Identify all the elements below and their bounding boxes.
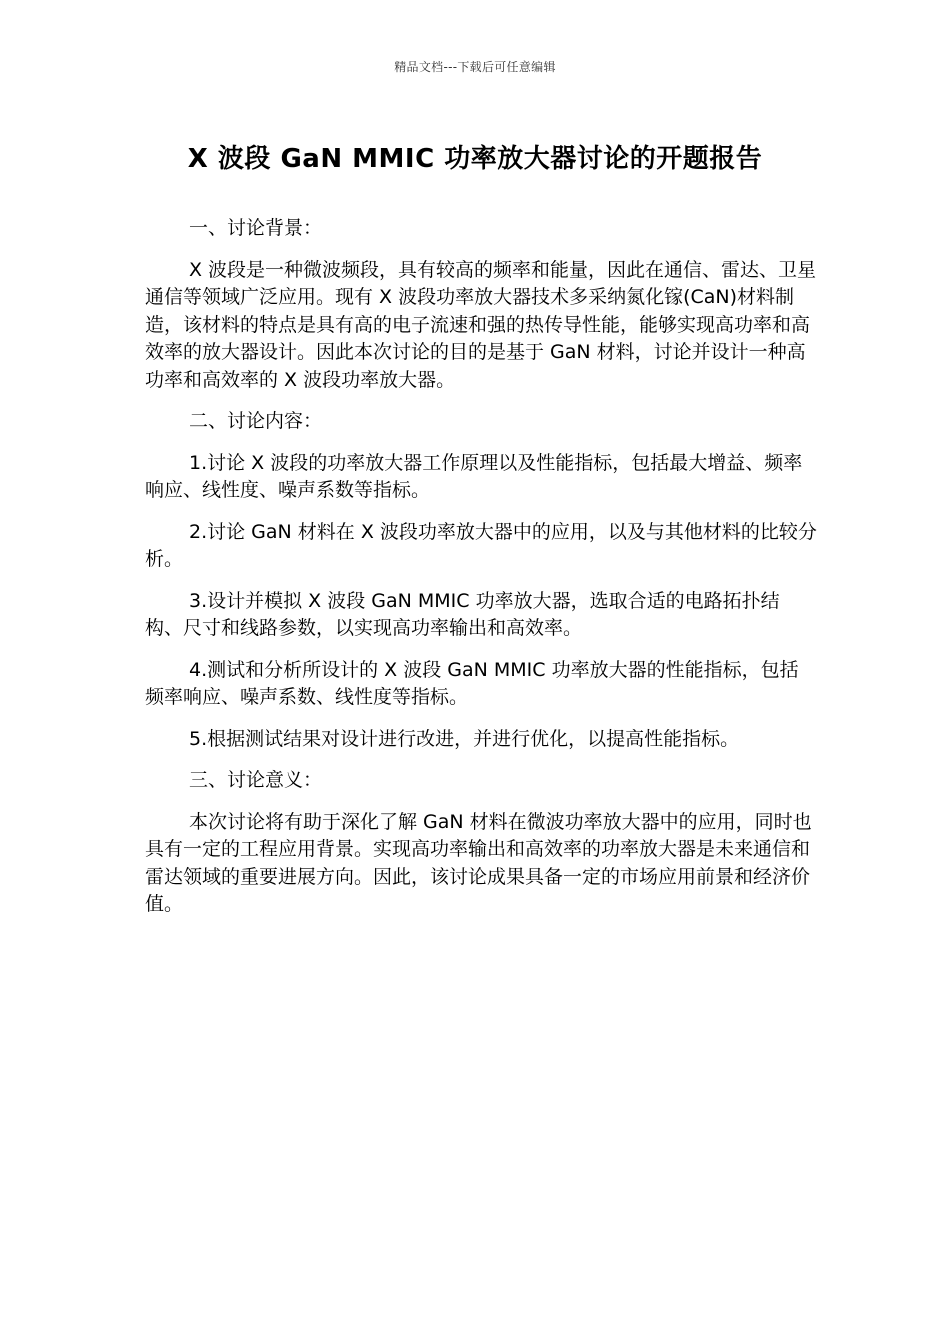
section-heading-background: 一、讨论背景： — [189, 217, 323, 239]
paragraph-background: X 波段是一种微波频段，具有较高的频率和能量，因此在通信、雷达、卫星通信等领域广泛应用。现有 X 波段功率放大器技术多采纳氮化镓(CaN)材料制造，该材料的特点是具有高的电子流速和强的热传导性能，能够实现高功率和高效率的放大器设计。因此本次讨论的目的是基于 GaN 材料，讨论并设计一种高功率和高效率的 X 波段功率放大器。 — [145, 258, 817, 391]
document-body — [145, 215, 817, 933]
header-note: 精品文档---下载后可任意编辑 — [394, 60, 556, 74]
paragraph-content-4: 4.测试和分析所设计的 X 波段 GaN MMIC 功率放大器的性能指标，包括频率响应、噪声系数、线性度等指标。 — [145, 658, 799, 708]
document-title: X 波段 GaN MMIC 功率放大器讨论的开题报告 — [187, 144, 763, 174]
paragraph-significance: 本次讨论将有助于深化了解 GaN 材料在微波功率放大器中的应用，同时也具有一定的工程应用背景。实现高功率输出和高效率的功率放大器是未来通信和雷达领域的重要进展方向。因此，该讨论成果具备一定的市场应用前景和经济价值。 — [145, 810, 812, 915]
paragraph-content-1: 1.讨论 X 波段的功率放大器工作原理以及性能指标，包括最大增益、频率响应、线性度、噪声系数等指标。 — [145, 451, 803, 501]
paragraph-content-5: 5.根据测试结果对设计进行改进，并进行优化，以提高性能指标。 — [189, 727, 740, 750]
section-heading-content: 二、讨论内容： — [189, 410, 323, 432]
section-heading-significance: 三、讨论意义： — [189, 769, 323, 791]
paragraph-content-3: 3.设计并模拟 X 波段 GaN MMIC 功率放大器，选取合适的电路拓扑结构、尺寸和线路参数，以实现高功率输出和高效率。 — [145, 589, 780, 639]
paragraph-content-2: 2.讨论 GaN 材料在 X 波段功率放大器中的应用，以及与其他材料的比较分析。 — [145, 520, 817, 570]
